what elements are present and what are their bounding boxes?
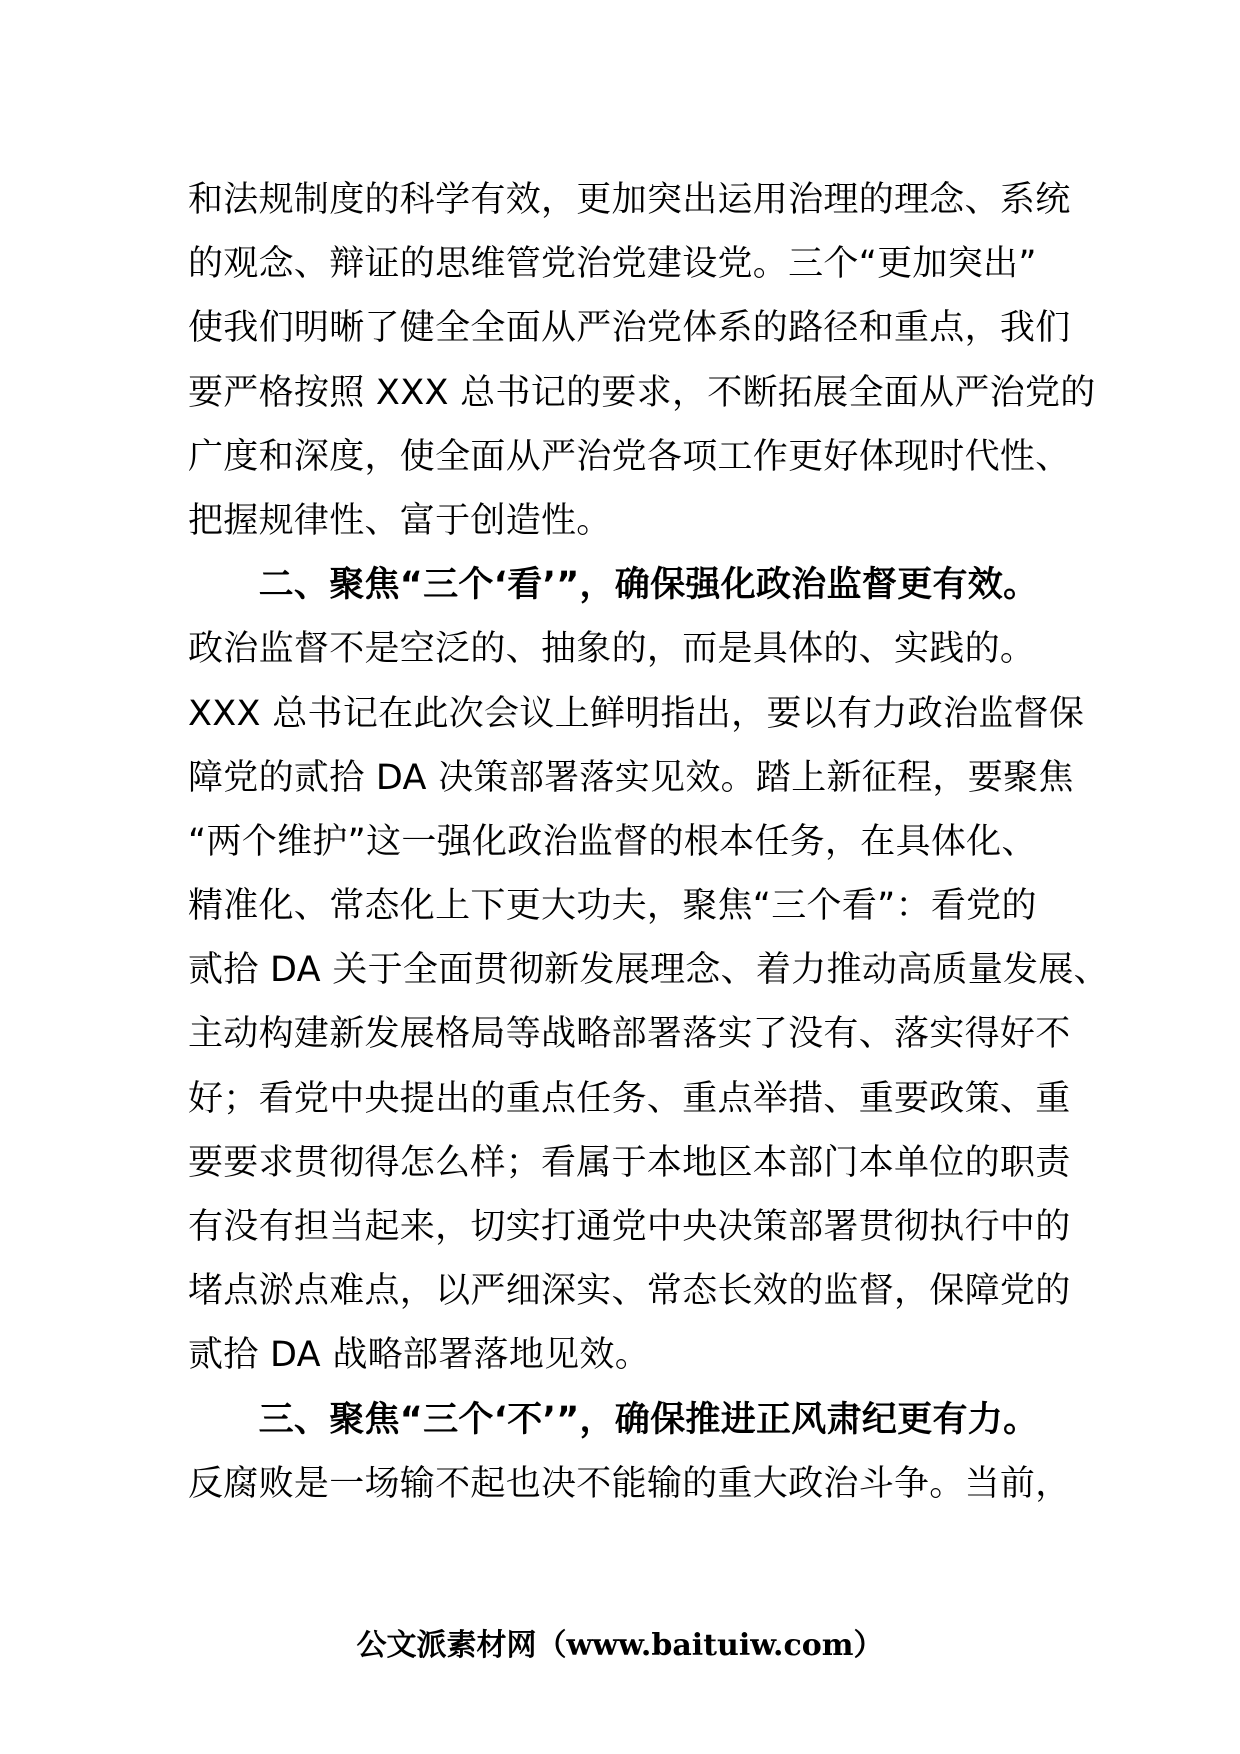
section-heading-two: 二、聚焦“三个‘看’”，确保强化政治监督更有效。	[188, 565, 1039, 606]
body-line: 政治监督不是空泛的、抽象的，而是具体的、实践的。	[188, 629, 1036, 670]
body-line: XXX 总书记在此次会议上鲜明指出，要以有力政治监督保	[188, 693, 1085, 734]
body-line: 使我们明晰了健全全面从严治党体系的路径和重点，我们	[188, 308, 1071, 349]
body-line: 好；看党中央提出的重点任务、重点举措、重要政策、重	[188, 1078, 1071, 1119]
body-line: 贰拾 DA 关于全面贯彻新发展理念、着力推动高质量发展、	[188, 950, 1109, 991]
body-line: 把握规律性、富于创造性。	[188, 500, 612, 541]
body-line: 有没有担当起来，切实打通党中央决策部署贯彻执行中的	[188, 1207, 1071, 1247]
body-line: 反腐败是一场输不起也决不能输的重大政治斗争。当前，	[188, 1463, 1071, 1504]
body-line: 精准化、常态化上下更大功夫，聚焦“三个看”：看党的	[188, 886, 1037, 927]
body-line: 要严格按照 XXX 总书记的要求，不断拓展全面从严治党的	[188, 372, 1096, 413]
document-body	[188, 168, 1109, 1516]
body-line: 主动构建新发展格局等战略部署落实了没有、落实得好不	[188, 1014, 1071, 1055]
body-line: 和法规制度的科学有效，更加突出运用治理的理念、系统	[188, 180, 1071, 220]
body-line: 贰拾 DA 战略部署落地见效。	[188, 1335, 651, 1376]
body-line: 广度和深度，使全面从严治党各项工作更好体现时代性、	[188, 436, 1071, 477]
body-line: 要要求贯彻得怎么样；看属于本地区本部门本单位的职责	[188, 1142, 1071, 1183]
body-line: 障党的贰拾 DA 决策部署落实见效。踏上新征程，要聚焦	[188, 757, 1074, 798]
body-line: “两个维护”这一强化政治监督的根本任务，在具体化、	[188, 821, 1037, 862]
section-heading-three: 三、聚焦“三个‘不’”，确保推进正风肃纪更有力。	[188, 1399, 1039, 1440]
body-line: 堵点淤点难点，以严细深实、常态长效的监督，保障党的	[188, 1271, 1071, 1312]
page-footer: 公文派素材网（www.baituiw.com）	[356, 1628, 884, 1663]
body-line: 的观念、辩证的思维管党治党建设党。三个“更加突出”	[188, 244, 1037, 285]
